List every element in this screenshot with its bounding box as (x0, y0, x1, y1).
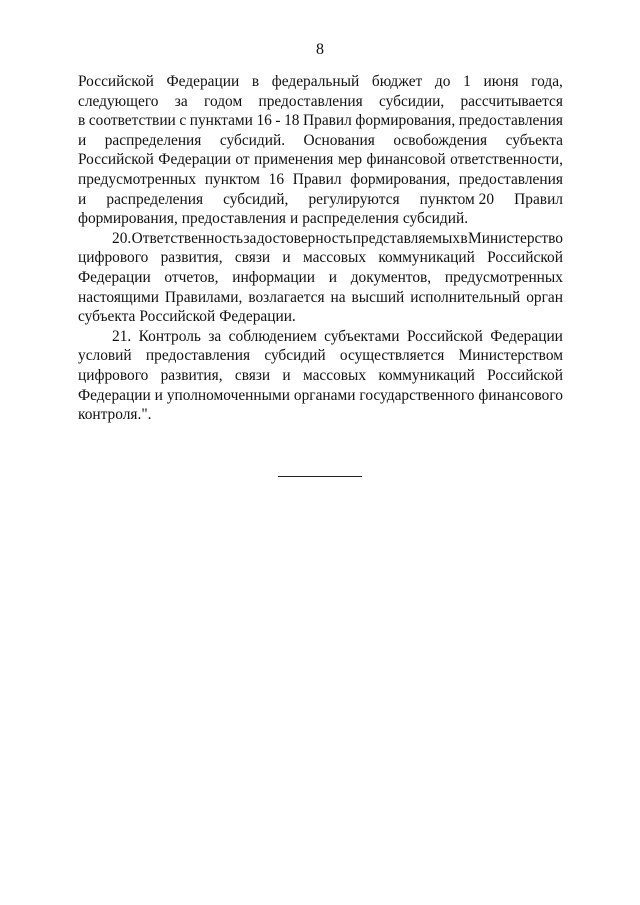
word: предоставления (145, 347, 251, 365)
word: массовых (302, 366, 367, 384)
text-line (78, 346, 563, 366)
word: Правил (292, 170, 342, 188)
word: Российской (78, 73, 154, 90)
word: предоставления (258, 92, 363, 110)
closing-divider (278, 476, 362, 477)
word: в (460, 229, 468, 247)
word: освобождения (393, 131, 488, 149)
word: Правил (514, 190, 563, 208)
word: Российской (139, 308, 216, 326)
word: орган (526, 288, 563, 306)
word: с (179, 112, 187, 130)
word: пунктом (204, 170, 260, 188)
word: предусмотренных (444, 268, 563, 286)
word: представляемых (352, 229, 461, 247)
text-line (78, 170, 563, 190)
word: за (208, 327, 222, 345)
word: пунктами (189, 112, 253, 130)
word: коммуникаций (378, 249, 475, 267)
word: Федерации (78, 268, 151, 286)
word: Правилами, (164, 288, 243, 306)
word: Министерством (458, 347, 563, 365)
word: пунктом 20 (419, 190, 495, 208)
paragraph-20-first-line (78, 229, 563, 249)
word: формирования, (350, 170, 451, 188)
word: Основания (303, 131, 375, 149)
word: условий (78, 347, 132, 365)
word: Российской (78, 151, 154, 169)
word: 20. (112, 229, 132, 247)
word: Федерации. (219, 308, 296, 326)
word: субсидий, (223, 190, 289, 208)
word: на (330, 288, 346, 306)
text-line (78, 92, 563, 112)
text-line (78, 72, 563, 92)
word: 16 (256, 112, 272, 130)
word: Федерации (166, 73, 240, 90)
word: распределения (104, 131, 202, 149)
word: 1 (463, 73, 471, 90)
word: цифрового (78, 366, 149, 384)
word: федеральный (271, 73, 360, 90)
word: годом (204, 92, 243, 110)
word: массовых (302, 249, 367, 267)
text-line (78, 288, 563, 308)
word: следующего (78, 92, 159, 110)
word: и (282, 249, 291, 267)
word: достоверность (256, 229, 353, 247)
word: за (243, 229, 257, 247)
word: Российской (406, 327, 483, 345)
page-number: 8 (316, 41, 324, 58)
paragraph-21-first-line (78, 327, 563, 347)
word: развития, (160, 366, 223, 384)
word: развития, (160, 249, 223, 267)
word: и (289, 210, 299, 228)
word: соблюдением (228, 327, 317, 345)
word: субсидий. (219, 131, 286, 149)
word: и (328, 268, 337, 286)
word: и (78, 131, 87, 149)
word: субъектами (324, 327, 400, 345)
word: документов, (350, 268, 432, 286)
word: Российской (487, 249, 563, 267)
word: предоставления (458, 112, 563, 130)
word: высший (351, 288, 405, 306)
word: и (154, 386, 163, 404)
text-line (78, 248, 563, 268)
word: в (251, 73, 260, 90)
document-body (78, 72, 563, 425)
text-line (78, 209, 563, 229)
word: 16 (268, 170, 285, 188)
word: органами (293, 386, 356, 404)
word: финансовой (366, 151, 446, 169)
word: мер (337, 151, 363, 169)
word: Контроль (138, 327, 201, 345)
word: отчетов, (164, 268, 219, 286)
text-line (78, 111, 563, 131)
word: рассчитывается (460, 92, 563, 110)
word: года, (531, 73, 563, 90)
word: 21. (112, 327, 132, 345)
word: и (78, 190, 87, 208)
word: за (174, 92, 188, 110)
word: связи (234, 249, 271, 267)
text-line (78, 268, 563, 288)
word: ответственности, (450, 151, 563, 169)
text-line (78, 307, 563, 327)
word: контроля.". (78, 406, 152, 424)
word: цифрового (78, 249, 149, 267)
text-line (78, 386, 563, 406)
word: субсидий (264, 347, 326, 365)
word: соответствии (88, 112, 176, 130)
word: предусмотренных (78, 170, 197, 188)
word: осуществляется (339, 347, 445, 365)
word: Федерации (78, 386, 151, 404)
text-line (78, 190, 563, 210)
word: исполнительный (410, 288, 521, 306)
text-line (78, 150, 563, 170)
word: информации (232, 268, 316, 286)
word: Федерации (158, 151, 231, 169)
word: - (275, 112, 281, 130)
text-line (78, 405, 563, 425)
word: субъекта (505, 131, 563, 149)
word: финансового (478, 386, 563, 404)
word: Министерство (468, 229, 563, 247)
word: Ответственность (131, 229, 244, 247)
word: регулируются (308, 190, 400, 208)
word: предоставления (181, 210, 286, 228)
word: Федерации (490, 327, 563, 345)
word: распределения (302, 210, 399, 228)
word: применения (254, 151, 334, 169)
word: связи (234, 366, 271, 384)
text-line (78, 366, 563, 386)
word: бюджет (371, 73, 423, 90)
word: до (434, 73, 451, 90)
word: Правил (303, 112, 352, 130)
word: настоящими (78, 288, 159, 306)
word: возлагается (248, 288, 325, 306)
word: субсидий. (402, 210, 469, 228)
word: от (235, 151, 250, 169)
word: государственного (359, 386, 475, 404)
word: распределения (106, 190, 204, 208)
text-line (78, 131, 563, 151)
word: формирования, (355, 112, 456, 130)
word: в (78, 112, 86, 130)
word: субсидии, (379, 92, 445, 110)
word: формирования, (78, 210, 178, 228)
word: уполномоченными (166, 386, 290, 404)
word: предоставления (458, 170, 563, 188)
word: июня (483, 73, 519, 90)
word: Российской (487, 366, 563, 384)
word: коммуникаций (378, 366, 475, 384)
word: субъекта (78, 308, 136, 326)
word: и (282, 366, 291, 384)
word: 18 (284, 112, 300, 130)
